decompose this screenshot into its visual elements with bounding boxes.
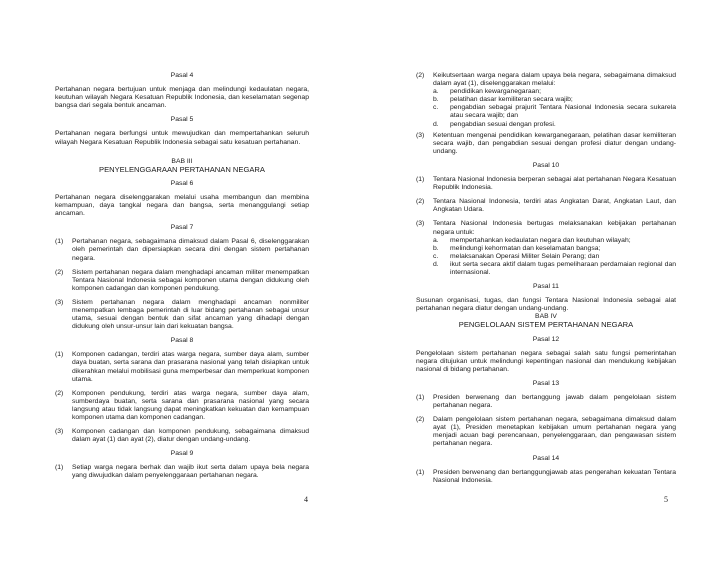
pasal-12-heading: Pasal 12 bbox=[532, 335, 560, 343]
pasal-9-item bbox=[55, 464, 309, 480]
pasal-4-heading: Pasal 4 bbox=[170, 72, 194, 79]
item-text: Komponen cadangan dan komponen pendukung, sebagaimana dimaksud dalam ayat (1) dan ayat (2), diatur dengan undang-undang. bbox=[72, 428, 309, 444]
page-number: 5 bbox=[664, 495, 668, 504]
item-number: (3) bbox=[55, 428, 64, 436]
pasal-10-item bbox=[416, 176, 676, 192]
sub-item bbox=[433, 253, 676, 261]
pasal-7-item bbox=[55, 238, 309, 262]
item-number: (2) bbox=[416, 72, 425, 79]
sub-item-letter: a. bbox=[433, 88, 439, 96]
item-number: (3) bbox=[416, 131, 425, 139]
sub-item-text: pengabdian sesuai dengan profesi. bbox=[450, 120, 556, 128]
item-number: (1) bbox=[55, 238, 64, 246]
sub-item bbox=[433, 88, 676, 96]
right-page bbox=[364, 0, 728, 563]
item-text: Komponen cadangan, terdiri atas warga negara, sumber daya alam, sumber daya buatan, serta sarana dan prasarana nasional yang telah disiapkan untuk dikerahkan melalui mobilisasi guna memperbesar dan memperkuat komponen utama. bbox=[72, 351, 309, 383]
pasal-10-heading: Pasal 10 bbox=[532, 161, 560, 169]
item-text: Dalam pengelolaan sistem pertahanan negara, sebagaimana dimaksud dalam ayat (1), Presiden menetapkan kebijakan umum pertahanan negara yang menjadi acuan bagi perencanaan, penyelenggaraan, dan pengawasan sistem pertahanan negara. bbox=[433, 416, 676, 448]
item-text: Presiden berwenang dan bertanggungjawab atas pengerahan kekuatan Tentara Nasional Indonesia. bbox=[433, 468, 676, 484]
pasal-6-heading: Pasal 6 bbox=[170, 179, 194, 187]
item-text: Setiap warga negara berhak dan wajib ikut serta dalam upaya bela negara yang diwujudkan dalam penyelenggaraan pertahanan negara. bbox=[72, 464, 309, 480]
right-column bbox=[416, 72, 676, 491]
item-number: (2) bbox=[55, 389, 64, 397]
pasal-10-item bbox=[416, 198, 676, 214]
sub-item-text: pengabdian sebagai prajurit Tentara Nasional Indonesia secara sukarela atau secara wajib; dan bbox=[450, 104, 676, 120]
sub-item-text: pelatihan dasar kemiliteran secara wajib; bbox=[450, 96, 573, 104]
pasal-9-item bbox=[416, 72, 676, 129]
item-text: Presiden berwenang dan bertanggung jawab dalam pengelolaan sistem pertahanan negara. bbox=[433, 394, 676, 410]
pasal-11-text: Susunan organisasi, tugas, dan fungsi Tentara Nasional Indonesia sebagai alat pertahanan negara diatur dengan undang-undang. bbox=[416, 297, 676, 313]
pasal-14-item bbox=[416, 469, 676, 485]
item-text: Tentara Nasional Indonesia, terdiri atas Angkatan Darat, Angkatan Laut, dan Angkatan Udara. bbox=[433, 198, 676, 214]
pasal-8-item bbox=[55, 428, 309, 444]
pasal-8-item bbox=[55, 390, 309, 422]
pasal-5-heading: Pasal 5 bbox=[170, 116, 194, 124]
pasal-11-heading: Pasal 11 bbox=[533, 283, 559, 291]
item-number: (2) bbox=[416, 416, 425, 424]
item-text: Sistem pertahanan negara dalam menghadapi ancaman militer menempatkan Tentara Nasional Indonesia sebagai komponen utama dengan didukung oleh komponen cadangan dan komponen pendukung. bbox=[72, 268, 309, 292]
item-number: (2) bbox=[416, 198, 425, 206]
pasal-13-item bbox=[416, 416, 676, 448]
pasal-9-item bbox=[416, 132, 676, 156]
sub-item-letter: d. bbox=[433, 260, 439, 268]
item-number: (1) bbox=[416, 176, 425, 184]
sub-item-letter: c. bbox=[433, 104, 439, 112]
pasal-7-heading: Pasal 7 bbox=[170, 224, 194, 232]
pasal-8-item bbox=[55, 351, 309, 383]
pasal-7-item bbox=[55, 299, 309, 331]
sub-item-letter: a. bbox=[433, 236, 439, 244]
pasal-9-heading: Pasal 9 bbox=[170, 450, 194, 458]
item-number: (1) bbox=[416, 468, 425, 476]
item-text: Tentara Nasional Indonesia bertugas melaksanakan kebijakan pertahanan negara untuk: bbox=[433, 220, 676, 236]
pasal-13-heading: Pasal 13 bbox=[532, 379, 560, 387]
pasal-6-text: Pertahanan negara diselenggarakan melalui usaha membangun dan membina kemampuan, daya tangkal negara dan bangsa, serta menanggulangi setiap ancaman. bbox=[55, 193, 309, 218]
item-text: Tentara Nasional Indonesia berperan sebagai alat pertahanan Negara Kesatuan Republik Indonesia. bbox=[433, 176, 676, 192]
pasal-7-item bbox=[55, 269, 309, 293]
left-column bbox=[55, 72, 309, 487]
item-text: Sistem pertahanan negara dalam menghadapi ancaman nonmiliter menempatkan lembaga pemerintah di luar bidang pertahanan sebagai unsur utama, sesuai dengan bentuk dan sifat ancaman yang dihadapi dengan didukung oleh unsur-unsur lain dari kekuatan bangsa. bbox=[72, 298, 309, 331]
sub-item bbox=[433, 96, 676, 104]
pasal-8-heading: Pasal 8 bbox=[170, 337, 194, 345]
pasal-10-item bbox=[416, 220, 676, 277]
sub-item bbox=[433, 237, 676, 245]
item-number: (3) bbox=[416, 220, 425, 228]
sub-item bbox=[433, 261, 676, 277]
item-number: (3) bbox=[55, 298, 64, 306]
pasal-14-heading: Pasal 14 bbox=[532, 454, 560, 462]
bab-4-subtitle: PENGELOLAAN SISTEM PERTAHANAN NEGARA bbox=[458, 320, 634, 330]
item-number: (1) bbox=[55, 351, 64, 359]
sub-item bbox=[433, 104, 676, 120]
sub-item-text: melaksanakan Operasi Militer Selain Perang; dan bbox=[450, 252, 600, 260]
item-number: (1) bbox=[55, 464, 64, 472]
bab-3-heading: BAB III bbox=[171, 157, 193, 165]
item-text: Komponen pendukung, terdiri atas warga negara, sumber daya alam, sumberdaya buatan, serta sarana dan prasarana nasional yang secara langsung atau tidak langsung dapat meningkatkan kekuatan dan kemampuan komponen utama dan komponen cadangan. bbox=[72, 389, 309, 421]
item-text: Pertahanan negara, sebagaimana dimaksud dalam Pasal 6, diselenggarakan oleh pemerintah dan dipersiapkan secara dini dengan sistem pertahanan negara. bbox=[72, 238, 309, 262]
sub-item-letter: c. bbox=[433, 252, 439, 260]
sub-item-letter: b. bbox=[433, 96, 439, 104]
item-number: (2) bbox=[55, 268, 64, 276]
sub-item-text: ikut serta secara aktif dalam tugas pemeliharaan perdamaian regional dan internasional. bbox=[450, 260, 676, 276]
bab-3-subtitle: PENYELENGGARAAN PERTAHANAN NEGARA bbox=[99, 164, 265, 174]
page-number: 4 bbox=[304, 495, 308, 504]
sub-item-text: pendidikan kewarganegaraan; bbox=[450, 88, 542, 96]
sub-item-text: melindungi kehormatan dan keselamatan bangsa; bbox=[450, 244, 601, 252]
item-text: Ketentuan mengenai pendidikan kewarganegaraan, pelatihan dasar kemiliteran secara wajib, dan pengabdian sesuai dengan profesi diatur dengan undang-undang. bbox=[433, 131, 676, 155]
sub-item bbox=[433, 121, 676, 129]
sub-item-text: mempertahankan kedaulatan negara dan keutuhan wilayah; bbox=[450, 236, 631, 244]
sub-item bbox=[433, 245, 676, 253]
pasal-4-text: Pertahanan negara bertujuan untuk menjaga dan melindungi kedaulatan negara, keutuhan wilayah Negara Kesatuan Republik Indonesia, dan keselamatan segenap bangsa dari segala bentuk ancaman. bbox=[55, 86, 309, 110]
item-text: Keikutsertaan warga negara dalam upaya bela negara, sebagaimana dimaksud dalam ayat (1), diselenggarakan melalui: bbox=[433, 72, 676, 88]
pasal-5-text: Pertahanan negara berfungsi untuk mewujudkan dan mempertahankan seluruh wilayah Negara Kesatuan Republik Indonesia sebagai satu kesatuan pertahanan. bbox=[55, 130, 309, 146]
pasal-13-item bbox=[416, 394, 676, 410]
item-number: (1) bbox=[416, 394, 425, 401]
bab-4-heading: BAB IV bbox=[535, 313, 557, 321]
sub-item-letter: d. bbox=[433, 120, 439, 128]
pasal-12-text: Pengelolaan sistem pertahanan negara sebagai salah satu fungsi pemerintahan negara ditujukan untuk melindungi kepentingan nasional dan mendukung kebijakan nasional di bidang pertahanan. bbox=[416, 349, 676, 373]
sub-item-letter: b. bbox=[433, 244, 439, 252]
